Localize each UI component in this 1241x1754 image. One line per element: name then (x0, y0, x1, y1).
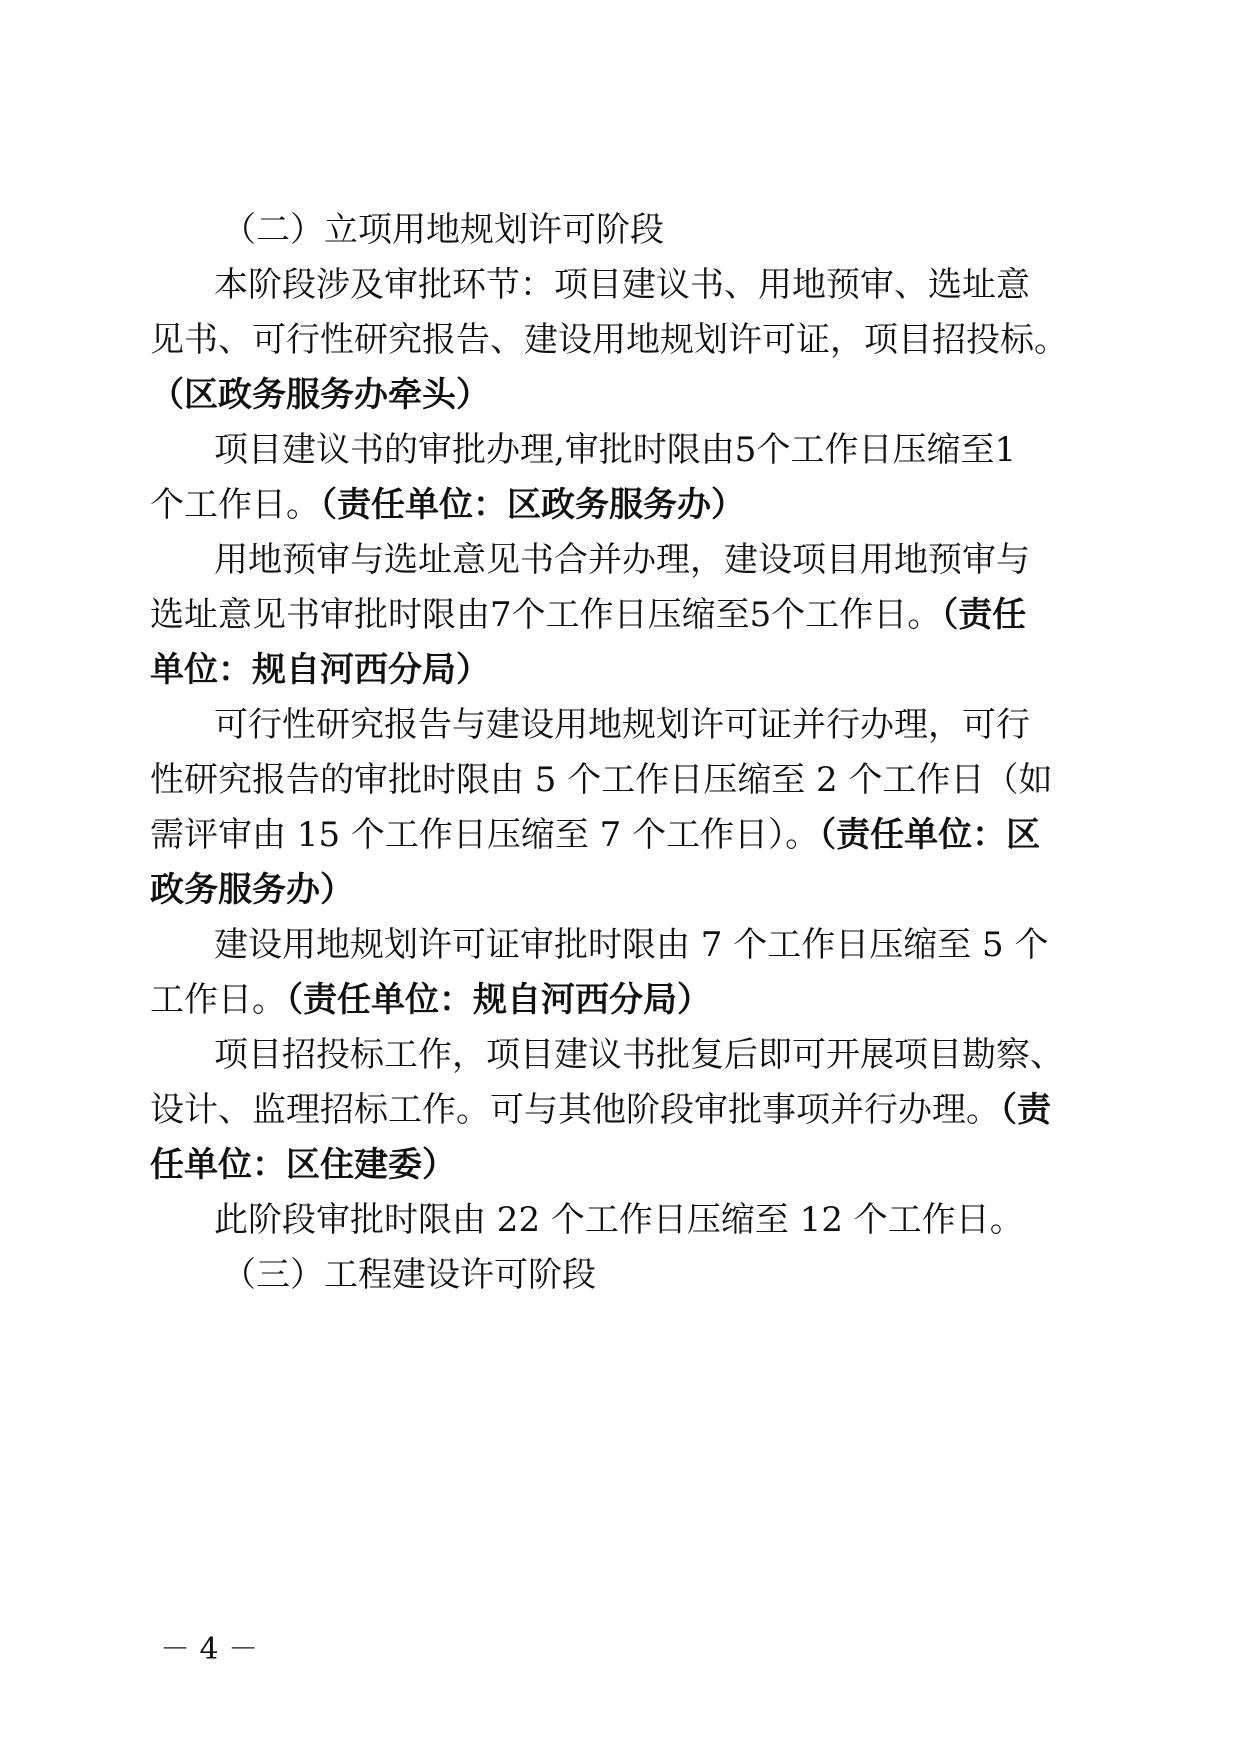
lead-unit-note: （区政务服务办牵头） (150, 375, 490, 415)
paragraph-line: 项目建议书的审批办理,审批时限由5个工作日压缩至1 (214, 430, 1017, 470)
section-two-heading: （二）立项用地规划许可阶段 (222, 210, 664, 250)
responsible-unit-note: （责 (1000, 1090, 1051, 1130)
section-three-heading: （三）工程建设许可阶段 (222, 1255, 596, 1295)
paragraph-line (150, 813, 1040, 857)
paragraph-line (150, 593, 1026, 637)
paragraph-line (150, 978, 711, 1022)
responsible-unit-note: （责任 (941, 595, 1027, 635)
paragraph-text: 选址意见书审批时限由7个工作日压缩至5个工作日。 (150, 595, 942, 635)
paragraph-line (150, 1088, 1051, 1132)
paragraph-line: 可行性研究报告与建设用地规划许可证并行办理，可行 (214, 705, 1030, 745)
paragraph-line: 此阶段审批时限由 22 个工作日压缩至 12 个工作日。 (214, 1200, 1024, 1240)
paragraph-line: 本阶段涉及审批环节：项目建议书、用地预审、选址意 (214, 265, 1030, 305)
paragraph-text: 个工作日。 (150, 485, 320, 525)
responsible-unit-note: （责任单位：规自河西分局） (286, 980, 711, 1020)
responsible-unit-note: （责任单位：区政务服务办） (320, 485, 745, 525)
paragraph-line: 见书、可行性研究报告、建设用地规划许可证，项目招投标。 (150, 320, 1068, 360)
paragraph-text: 需评审由 15 个工作日压缩至 7 个工作日）。 (150, 815, 820, 855)
paragraph-line: 性研究报告的审批时限由 5 个工作日压缩至 2 个工作日（如 (150, 760, 1053, 800)
responsible-unit-note: 政务服务办） (150, 870, 354, 910)
page-number: － 4 － (160, 1632, 259, 1667)
paragraph-line: 建设用地规划许可证审批时限由 7 个工作日压缩至 5 个 (214, 925, 1049, 965)
responsible-unit-note: 任单位：区住建委） (150, 1145, 456, 1185)
paragraph-line: 用地预审与选址意见书合并办理，建设项目用地预审与 (214, 540, 1030, 580)
paragraph-line: 项目招投标工作，项目建议书批复后即可开展项目勘察、 (214, 1035, 1064, 1075)
responsible-unit-note: （责任单位：区 (819, 815, 1041, 855)
paragraph-text: 设计、监理招标工作。可与其他阶段审批事项并行办理。 (150, 1090, 1000, 1130)
paragraph-text: 工作日。 (150, 980, 286, 1020)
responsible-unit-note: 单位：规自河西分局） (150, 650, 490, 690)
paragraph-line (150, 483, 745, 527)
